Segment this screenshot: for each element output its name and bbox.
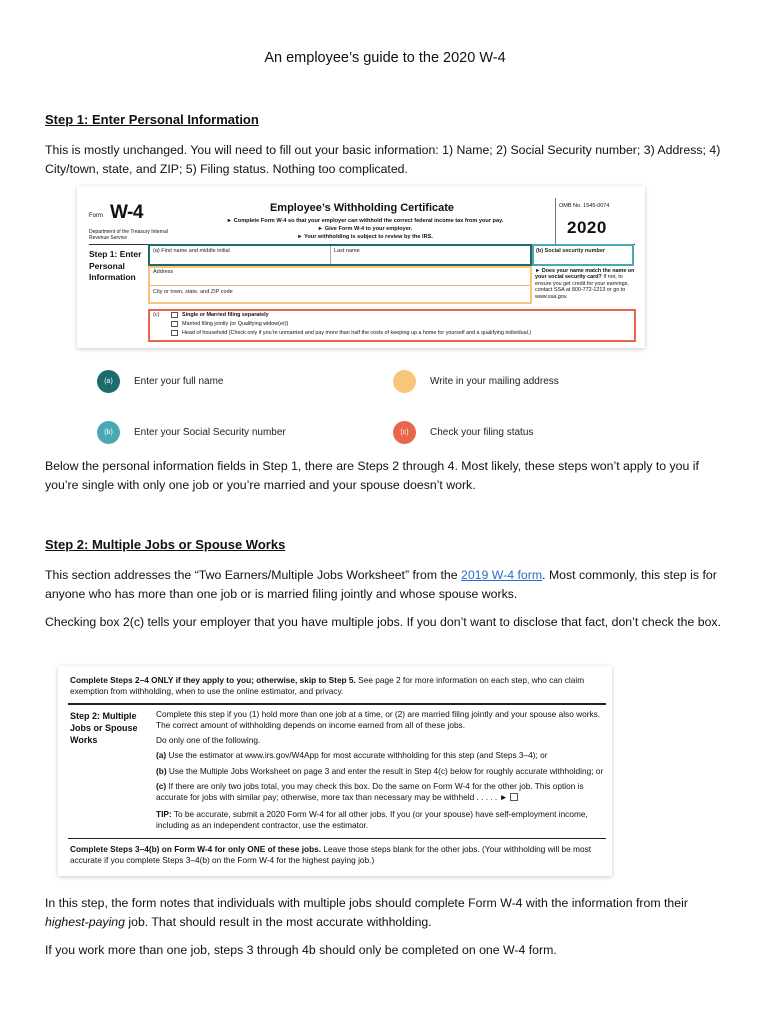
step1-form-label: Step 1: Enter Personal Information bbox=[89, 249, 142, 282]
step2-form-label: Step 2: Multiple Jobs or Spouse Works bbox=[70, 711, 138, 745]
filing-option-married: Married filing jointly (or Qualifying widow(er)) bbox=[182, 321, 289, 327]
option-b-label: (b) bbox=[156, 766, 167, 776]
filing-option-single: Single or Married filing separately bbox=[182, 312, 269, 318]
omb-number: OMB No. 1545-0074 bbox=[559, 203, 610, 209]
step2-heading: Step 2: Multiple Jobs or Spouse Works bbox=[45, 537, 286, 552]
section-rule-top bbox=[68, 703, 606, 705]
option-c bbox=[156, 781, 606, 802]
legend-badge-a: (a) bbox=[97, 370, 120, 393]
option-b-text: Use the Multiple Jobs Worksheet on page 3 and enter the result in Step 4(c) below for roughly accurate withholding; or bbox=[168, 766, 604, 776]
step1-heading: Step 1: Enter Personal Information bbox=[45, 112, 259, 127]
w4-2019-link[interactable]: 2019 W-4 form bbox=[461, 568, 543, 582]
address-field: Address bbox=[153, 269, 174, 275]
step2-paragraph-3 bbox=[45, 894, 735, 932]
legend-badge-c: (c) bbox=[393, 421, 416, 444]
form-number: W-4 bbox=[110, 202, 143, 223]
step2-para3-emphasis: highest-paying bbox=[45, 915, 125, 929]
steps-2-4-note-rest: See page 2 for more information on each step, who can claim exemption from withholding, when to use the online estimator, and privacy. bbox=[70, 675, 585, 696]
legend-badge-address bbox=[393, 370, 416, 393]
city-field: City or town, state, and ZIP code bbox=[153, 289, 233, 295]
step2-para3-start: In this step, the form notes that individuals with multiple jobs should complete Form W-4 with the information from their bbox=[45, 896, 688, 910]
option-a bbox=[156, 750, 606, 761]
steps-3-4-note-rest: Leave those steps blank for the other jobs. (Your withholding will be most accurate if you complete Steps 3–4(b) on the Form W-4 for the highest paying job.) bbox=[70, 844, 592, 865]
filing-option-head: Head of household (Check only if you’re unmarried and pay more than half the costs of keeping up a home for yourself and a qualifying individual.) bbox=[182, 330, 532, 336]
option-b bbox=[156, 766, 606, 777]
legend-item-filing bbox=[393, 421, 533, 444]
tip-note bbox=[156, 809, 606, 830]
last-name-field: Last name bbox=[334, 248, 360, 254]
option-a-text: Use the estimator at www.irs.gov/W4App for most accurate withholding for this step (and Steps 3–4); or bbox=[168, 750, 548, 760]
option-c-label: (c) bbox=[156, 781, 167, 791]
department-label: Department of the Treasury Internal Revenue Service bbox=[89, 229, 168, 241]
legend-item-name bbox=[97, 370, 224, 393]
address-divider bbox=[150, 285, 530, 286]
step2-para3-end: job. That should result in the most accurate withholding. bbox=[124, 915, 432, 929]
form-instruction-1: ► Complete Form W-4 so that your employer can withhold the correct federal income tax from your pay. bbox=[226, 218, 504, 224]
ssn-note-question: ► Does your name match the name on your social security card? bbox=[535, 268, 635, 281]
legend-badge-b: (b) bbox=[97, 421, 120, 444]
form-instruction-2: ► Give Form W-4 to your employer. bbox=[317, 226, 413, 232]
w4-step2-form-image bbox=[58, 666, 612, 876]
ssn-field: (b) Social security number bbox=[536, 248, 606, 254]
first-name-field: (a) First name and middle initial bbox=[153, 248, 230, 254]
step2-para1-start: This section addresses the “Two Earners/Multiple Jobs Worksheet” from the bbox=[45, 568, 461, 582]
legend-text-ssn: Enter your Social Security number bbox=[134, 427, 286, 438]
step2-paragraph-2: Checking box 2(c) tells your employer that you have multiple jobs. If you don’t want to disclose that fact, don’t check the box. bbox=[45, 615, 721, 629]
step2-do-only: Do only one of the following. bbox=[156, 735, 261, 745]
header-divider bbox=[555, 198, 556, 246]
filing-checkbox-single[interactable] bbox=[171, 312, 178, 318]
tip-label: TIP: bbox=[156, 809, 172, 819]
form-year: 2020 bbox=[567, 218, 607, 237]
form-label: Form bbox=[89, 213, 103, 219]
ssn-note-detail: If not, to ensure you get credit for your earnings, contact SSA at 800-772-1213 or go to www.ssa.gov. bbox=[535, 274, 629, 300]
legend-text-address: Write in your mailing address bbox=[430, 376, 559, 387]
steps-3-4-note bbox=[70, 844, 606, 865]
step1-paragraph-1: This is mostly unchanged. You will need to fill out your basic information: 1) Name; 2) Social Security number; 3) Address; 4) City/town, state, and ZIP; 5) Filing status. Nothing too complicated. bbox=[45, 143, 721, 176]
option-a-label: (a) bbox=[156, 750, 167, 760]
steps-2-4-note bbox=[70, 675, 606, 696]
name-divider bbox=[330, 246, 331, 264]
ssn-note bbox=[535, 268, 639, 300]
step2-para1-end: . Most commonly, this step is for anyone who has more than one job or is married filing jointly and whose spouse works. bbox=[45, 568, 717, 601]
filing-checkbox-married[interactable] bbox=[171, 321, 178, 327]
form-instruction-3: ► Your withholding is subject to review by the IRS. bbox=[297, 234, 433, 240]
option-c-checkbox[interactable] bbox=[510, 793, 518, 801]
form-title: Employee’s Withholding Certificate bbox=[269, 202, 455, 214]
filing-status-label: (c) bbox=[153, 312, 160, 318]
w4-step1-form-image bbox=[77, 186, 645, 348]
legend-text-filing: Check your filing status bbox=[430, 427, 534, 438]
step2-paragraph-1 bbox=[45, 566, 735, 604]
legend-text-name: Enter your full name bbox=[134, 376, 224, 387]
step2-paragraph-4: If you work more than one job, steps 3 through 4b should only be completed on one W-4 form. bbox=[45, 943, 557, 957]
tip-text: To be accurate, submit a 2020 Form W-4 for all other jobs. If you (or your spouse) have self-employment income, including as an independent contractor, use the estimator. bbox=[156, 809, 588, 830]
step1-paragraph-2: Below the personal information fields in Step 1, there are Steps 2 through 4. Most likely, these steps won’t apply to you if you’re single with only one job or you’re married and your spouse doesn’t work. bbox=[45, 459, 699, 492]
filing-checkbox-head[interactable] bbox=[171, 330, 178, 336]
step2-intro: Complete this step if you (1) hold more than one job at a time, or (2) are married filing jointly and your spouse also works. The correct amount of withholding depends on income earned from all of these jobs. bbox=[156, 709, 601, 730]
legend-item-address bbox=[393, 370, 559, 393]
steps-2-4-note-bold: Complete Steps 2–4 ONLY if they apply to you; otherwise, skip to Step 5. bbox=[70, 675, 356, 685]
steps-3-4-note-bold: Complete Steps 3–4(b) on Form W-4 for only ONE of these jobs. bbox=[70, 844, 322, 854]
document-title: An employee’s guide to the 2020 W-4 bbox=[264, 50, 506, 66]
section-rule-bottom bbox=[68, 838, 606, 839]
legend-item-ssn bbox=[97, 421, 286, 444]
option-c-text: If there are only two jobs total, you may check this box. Do the same on Form W-4 for the other job. This option is accurate for jobs with similar pay; otherwise, more tax than necessary may be withheld . . . . . ► bbox=[156, 781, 584, 802]
